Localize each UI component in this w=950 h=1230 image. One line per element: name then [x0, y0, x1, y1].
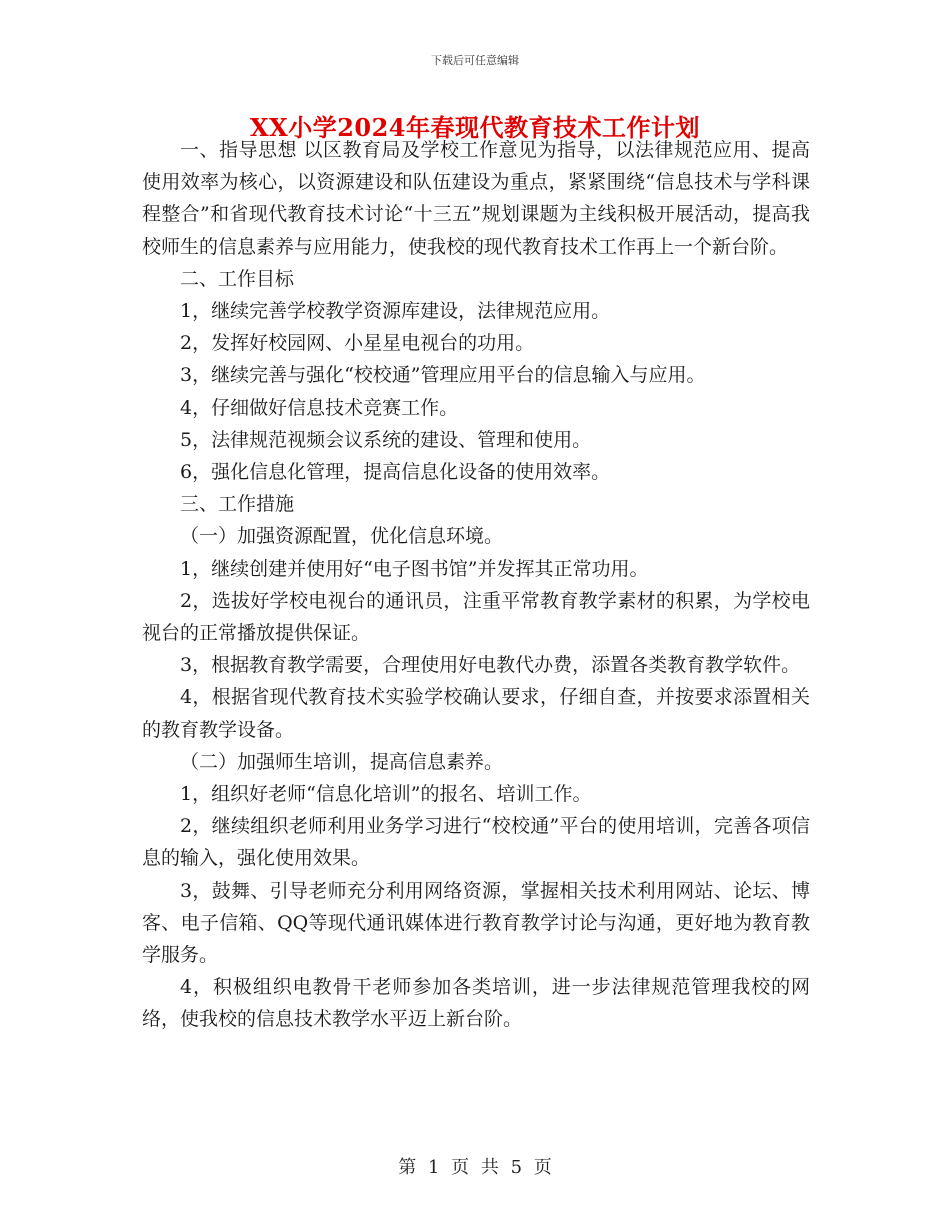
goal-item-3: 3，继续完善与强化“校校通”管理应用平台的信息输入与应用。: [180, 364, 706, 387]
training-item-3: 3，鼓舞、引导老师充分利用网络资源，掌握相关技术利用网站、论坛、博客、电子信箱、QQ等现代通讯媒体进行教育教学讨论与沟通，更好地为教育教学服务。: [142, 879, 810, 967]
goal-item-2: 2，发挥好校园网、小星星电视台的功用。: [180, 332, 535, 355]
heading-work-measures: 三、工作措施: [180, 493, 295, 516]
goal-item-6: 6，强化信息化管理，提高信息化设备的使用效率。: [180, 461, 611, 484]
subheading-training: （二）加强师生培训，提高信息素养。: [180, 750, 504, 773]
paragraph-guiding-ideology: 一、指导思想 以区教育局及学校工作意见为指导，以法律规范应用、提高使用效率为核心，以资源建设和队伍建设为重点，紧紧围绕“信息技术与学科课程整合”和省现代教育技术讨论“十三五”规划课题为主线积极开展活动，提高我校师生的信息素养与应用能力，使我校的现代教育技术工作再上一个新台阶。: [142, 139, 810, 258]
goal-item-1: 1，继续完善学校教学资源库建设，法律规范应用。: [180, 300, 611, 323]
document-body: [142, 134, 810, 1036]
document-title: XX小学2024年春现代教育技术工作计划: [249, 113, 701, 142]
measure-item-4: 4，根据省现代教育技术实验学校确认要求，仔细自查，并按要求添置相关的教育教学设备。: [142, 686, 810, 741]
measure-item-1: 1，继续创建并使用好“电子图书馆”并发挥其正常功用。: [180, 557, 649, 580]
training-item-4: 4，积极组织电教骨干老师参加各类培训，进一步法律规范管理我校的网络，使我校的信息技术教学水平迈上新台阶。: [142, 976, 810, 1031]
training-item-1: 1，组织好老师“信息化培训”的报名、培训工作。: [180, 783, 592, 806]
header-note: 下载后可任意编辑: [431, 54, 519, 67]
measure-item-3: 3，根据教育教学需要，合理使用好电教代办费，添置各类教育教学软件。: [180, 654, 801, 677]
goal-item-5: 5，法律规范视频会议系统的建设、管理和使用。: [180, 428, 592, 451]
goal-item-4: 4，仔细做好信息技术竞赛工作。: [180, 396, 459, 419]
page-indicator: 第 1 页 共 5 页: [398, 1157, 552, 1178]
training-item-2: 2，继续组织老师利用业务学习进行“校校通”平台的使用培训，完善各项信息的输入，强化使用效果。: [142, 815, 810, 870]
heading-work-goals: 二、工作目标: [180, 267, 295, 290]
measure-item-2: 2，选拔好学校电视台的通讯员，注重平常教育教学素材的积累，为学校电视台的正常播放提供保证。: [142, 589, 810, 645]
subheading-resource-allocation: （一）加强资源配置，优化信息环境。: [180, 525, 504, 548]
